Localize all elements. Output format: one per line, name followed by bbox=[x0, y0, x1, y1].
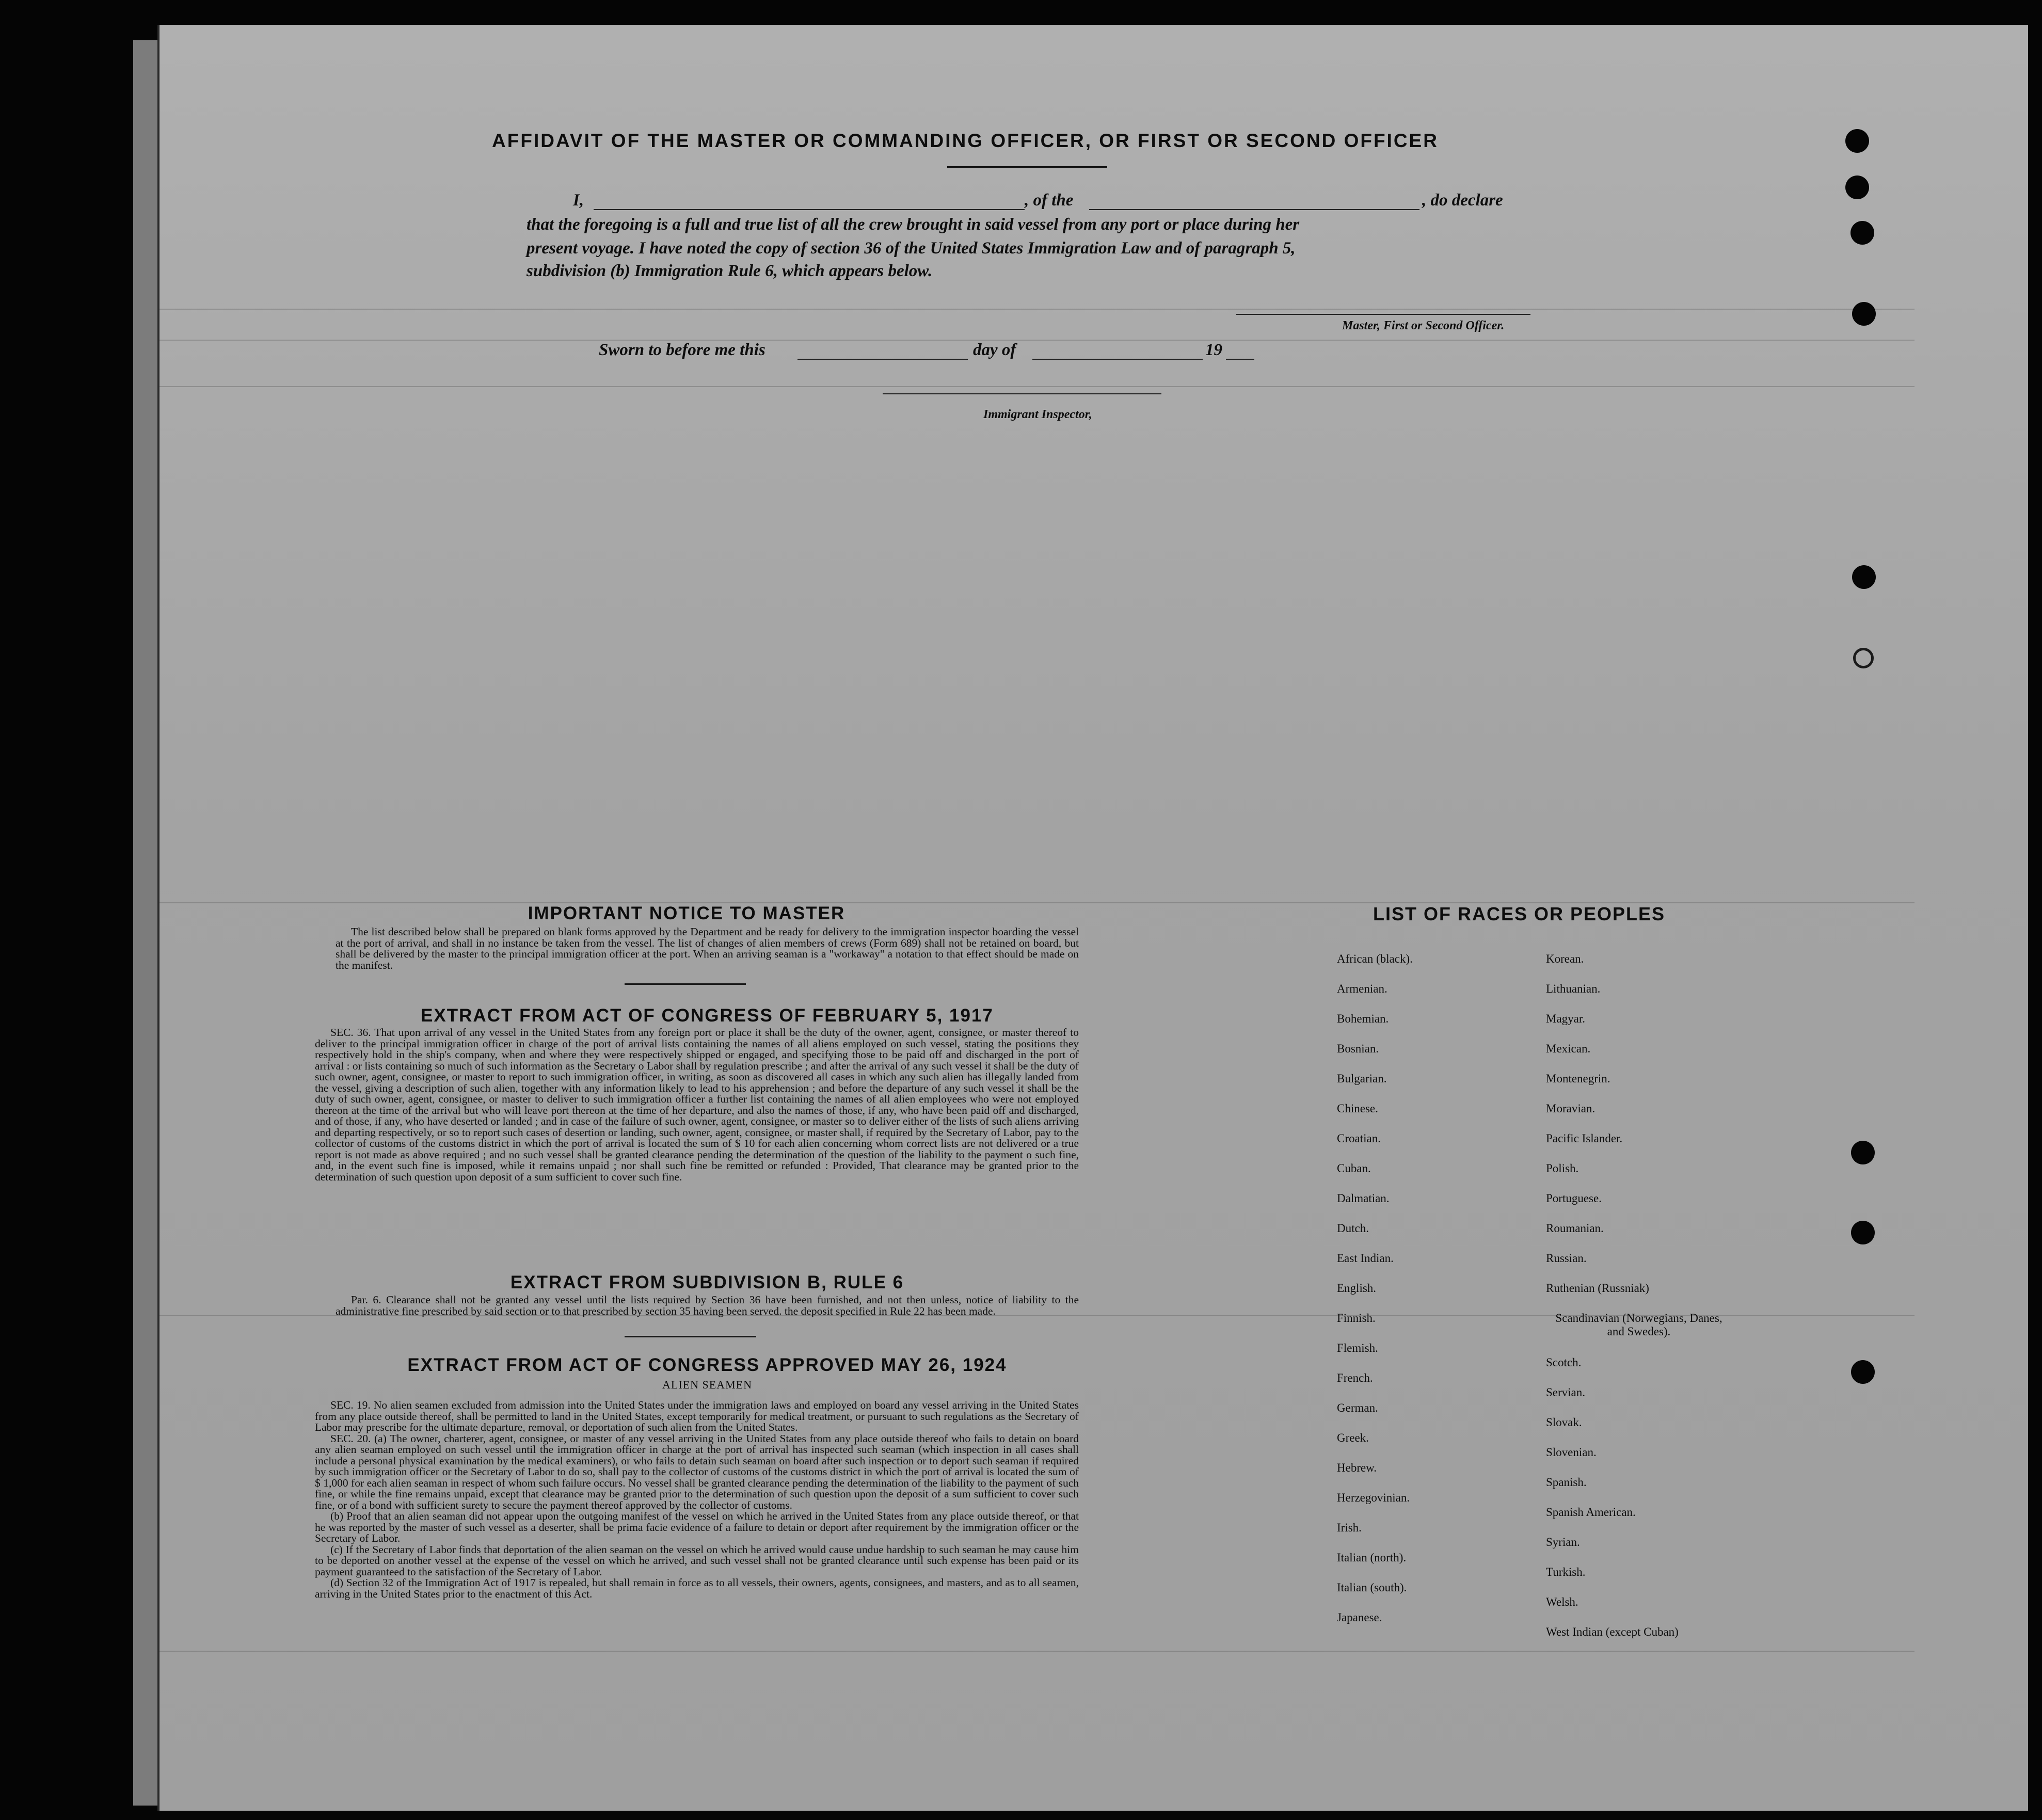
affidavit-of-the: , of the bbox=[1025, 191, 1074, 210]
extract-1924-title: EXTRACT FROM ACT OF CONGRESS APPROVED MAY 26, 1924 bbox=[407, 1355, 1007, 1375]
race-item: Ruthenian (Russniak) bbox=[1546, 1282, 1649, 1295]
vessel-blank[interactable] bbox=[1089, 209, 1419, 210]
race-item: Pacific Islander. bbox=[1546, 1132, 1623, 1145]
section-20a-text: SEC. 20. (a) The owner, charterer, agent, consignee, or master of any vessel arriving in the United States from any place outside thereof who fails to detain on board any alien seaman employed on such vessel until the immigration officer in charge at the port of arrival has inspected such seaman (which inspection in all cases shall include a personal physical examination by the medical examiners), or who fails to detain such seaman on board after such inspection or to deport such seaman if required by such immigration officer or the Secretary of Labor to do so, shall pay to the collector of customs of the customs district in which the port of arrival is located the sum of $ 1,000 for each alien seaman in respect of whom such failure occurs. No vessel shall be granted clearance pending the determination of the liability to the payment of such fine, or while the fine remains unpaid, except that clearance may be granted prior to the determination of such question upon the deposit of a sum sufficient to cover such fine, or of a bond with sufficient surety to secure the payment thereof approved by the collector of customs. bbox=[315, 1432, 1079, 1511]
section-20b-text: (b) Proof that an alien seaman did not appear upon the outgoing manifest of the vessel on which he arrived in the United States from any place outside thereof, or that he was reported by the master of such vessel as a deserter, shall be prima facie evidence of a failure to detain or deport after requirement by the immigration officer or the Secretary of Labor. bbox=[315, 1510, 1079, 1544]
punch-hole bbox=[1851, 1360, 1875, 1384]
bleed-through-rule bbox=[159, 340, 1915, 341]
inspector-signature-blank[interactable] bbox=[883, 393, 1161, 394]
race-item: Irish. bbox=[1337, 1521, 1362, 1534]
race-item: Korean. bbox=[1546, 952, 1584, 965]
race-item: Russian. bbox=[1546, 1252, 1587, 1265]
master-signature-blank[interactable] bbox=[1236, 314, 1530, 315]
race-item: Cuban. bbox=[1337, 1162, 1371, 1175]
notice-title: IMPORTANT NOTICE TO MASTER bbox=[528, 903, 845, 923]
race-item: Flemish. bbox=[1337, 1342, 1378, 1354]
sworn-day-blank[interactable] bbox=[797, 359, 968, 360]
extract-1917-body bbox=[315, 1027, 1079, 1183]
bleed-through-rule bbox=[159, 1651, 1915, 1652]
punch-hole bbox=[1851, 1141, 1875, 1164]
race-item: Croatian. bbox=[1337, 1132, 1381, 1145]
race-item: Montenegrin. bbox=[1546, 1072, 1610, 1085]
rule-6-title: EXTRACT FROM SUBDIVISION B, RULE 6 bbox=[510, 1272, 904, 1292]
year-prefix: 19 bbox=[1205, 341, 1222, 359]
race-item: Servian. bbox=[1546, 1386, 1586, 1399]
sworn-text: Sworn to before me this bbox=[599, 341, 765, 359]
race-item: Herzegovinian. bbox=[1337, 1491, 1410, 1504]
title-underline bbox=[947, 166, 1107, 168]
affidavit-title: AFFIDAVIT OF THE MASTER OR COMMANDING OFFICER, OR FIRST OR SECOND OFFICER bbox=[492, 130, 1439, 151]
race-item: Armenian. bbox=[1337, 982, 1387, 995]
race-item: Greek. bbox=[1337, 1431, 1369, 1444]
race-item: East Indian. bbox=[1337, 1252, 1394, 1265]
punch-hole bbox=[1850, 221, 1874, 245]
race-item: Portuguese. bbox=[1546, 1192, 1602, 1205]
affidavit-i: I, bbox=[573, 191, 584, 210]
punch-hole-unpunched bbox=[1853, 648, 1874, 668]
race-item: Dalmatian. bbox=[1337, 1192, 1390, 1205]
race-item: Welsh. bbox=[1546, 1595, 1578, 1608]
race-item: Roumanian. bbox=[1546, 1222, 1604, 1235]
race-item: Scandinavian (Norwegians, Danes, and Swedes). bbox=[1555, 1312, 1722, 1338]
race-item: French. bbox=[1337, 1371, 1373, 1384]
section-divider bbox=[625, 983, 746, 985]
sworn-month-blank[interactable] bbox=[1032, 359, 1203, 360]
punch-hole bbox=[1845, 129, 1869, 153]
race-item: Bohemian. bbox=[1337, 1012, 1389, 1025]
affidavit-do-declare: , do declare bbox=[1422, 191, 1503, 210]
race-item: Mexican. bbox=[1546, 1042, 1591, 1055]
punch-hole bbox=[1851, 1221, 1875, 1244]
race-item: Japanese. bbox=[1337, 1611, 1382, 1624]
notice-body bbox=[336, 927, 1079, 971]
name-blank[interactable] bbox=[594, 209, 1025, 210]
race-item: Bosnian. bbox=[1337, 1042, 1379, 1055]
inspector-label: Immigrant Inspector, bbox=[983, 408, 1092, 421]
race-item: Turkish. bbox=[1546, 1566, 1586, 1578]
race-item: Spanish. bbox=[1546, 1476, 1587, 1489]
section-20d-text: (d) Section 32 of the Immigration Act of 1917 is repealed, but shall remain in force as to all vessels, their owners, agents, consignees, and masters, and as to all seamen, arriving in the United States prior to the enactment of this Act. bbox=[315, 1576, 1079, 1600]
extract-1917-title: EXTRACT FROM ACT OF CONGRESS OF FEBRUARY 5, 1917 bbox=[421, 1005, 994, 1026]
affidavit-line-3: present voyage. I have noted the copy of section 36 of the United States Immigration Law and of paragraph 5, bbox=[527, 239, 1296, 258]
sworn-year-blank[interactable] bbox=[1226, 359, 1254, 360]
race-item: Bulgarian. bbox=[1337, 1072, 1387, 1085]
master-label: Master, First or Second Officer. bbox=[1342, 319, 1505, 332]
punch-hole bbox=[1845, 175, 1869, 199]
bleed-through-rule bbox=[159, 386, 1915, 387]
race-item: Spanish American. bbox=[1546, 1506, 1636, 1519]
punch-hole bbox=[1852, 302, 1876, 326]
race-item: Slovak. bbox=[1546, 1416, 1582, 1429]
alien-seamen-subtitle: ALIEN SEAMEN bbox=[662, 1378, 752, 1391]
races-title: LIST OF RACES OR PEOPLES bbox=[1373, 903, 1666, 924]
affidavit-line-2: that the foregoing is a full and true list of all the crew brought in said vessel from any port or place during her bbox=[527, 215, 1300, 234]
section-divider bbox=[625, 1336, 756, 1337]
race-item: English. bbox=[1337, 1282, 1377, 1295]
race-item: Scotch. bbox=[1546, 1356, 1582, 1369]
punch-hole bbox=[1852, 565, 1876, 589]
race-item: Lithuanian. bbox=[1546, 982, 1601, 995]
race-item: Finnish. bbox=[1337, 1312, 1376, 1324]
race-item: Moravian. bbox=[1546, 1102, 1596, 1115]
race-item: Chinese. bbox=[1337, 1102, 1378, 1115]
race-item: Polish. bbox=[1546, 1162, 1579, 1175]
race-item: West Indian (except Cuban) bbox=[1546, 1625, 1679, 1638]
race-item: German. bbox=[1337, 1401, 1378, 1414]
section-19-text: SEC. 19. No alien seamen excluded from admission into the United States under the immigration laws and employed on board any vessel arriving in the United States from any place outside thereof, shall be permitted to land in the United States, except temporarily for medical treatment, or pursuant to such regulations as the Secretary of Labor may prescribe for the ultimate departure, removal, or deportation of such alien from the United States. bbox=[315, 1399, 1079, 1433]
affidavit-line-4: subdivision (b) Immigration Rule 6, which appears below. bbox=[527, 262, 933, 280]
page-edge bbox=[133, 40, 159, 1806]
race-item: Italian (north). bbox=[1337, 1551, 1407, 1564]
bleed-through-rule bbox=[159, 309, 1915, 310]
rule-6-body bbox=[336, 1295, 1079, 1317]
race-item: Syrian. bbox=[1546, 1536, 1580, 1548]
extract-1924-body bbox=[315, 1400, 1079, 1600]
rule-6-paragraph: Par. 6. Clearance shall not be granted any vessel until the lists required by Section 36 have been furnished, and not then unless, notice of liability to the administrative fine prescribed by said section or to that prescribed by section 35 having been served. the deposit specified in Rule 22 has been made. bbox=[336, 1294, 1079, 1317]
race-item: Slovenian. bbox=[1546, 1446, 1597, 1459]
race-item: Italian (south). bbox=[1337, 1581, 1407, 1594]
section-20c-text: (c) If the Secretary of Labor finds that deportation of the alien seaman on the vessel on which he arrived would cause undue hardship to such seaman he may cause him to be deported on another vessel at the expense of the vessel on which he arrived, and such vessel shall not be granted clearance until such expense has been paid or its payment guaranteed to the satisfaction of the Secretary of Labor. bbox=[315, 1543, 1079, 1578]
race-item: Hebrew. bbox=[1337, 1461, 1377, 1474]
race-item: Dutch. bbox=[1337, 1222, 1369, 1235]
notice-paragraph: The list described below shall be prepared on blank forms approved by the Department and be ready for delivery to the immigration inspector boarding the vessel at the port of arrival, and shall in no instance be taken from the vessel. The list of changes of alien members of crews (Form 689) shall not be retained on board, but shall be delivered by the master to the principal immigration officer at the port. When an arriving seaman is a "workaway" a notation to that effect should be made on the manifest. bbox=[336, 925, 1079, 971]
race-item: African (black). bbox=[1337, 952, 1413, 965]
race-item: Magyar. bbox=[1546, 1012, 1586, 1025]
day-of-text: day of bbox=[973, 341, 1016, 359]
section-36-text: SEC. 36. That upon arrival of any vessel in the United States from any foreign port or place it shall be the duty of the owner, agent, consignee, or master thereof to deliver to the principal immigration officer in charge of the port of arrival lists containing the names of all aliens employed on such vessel, stating the positions they respectively hold in the ship's company, when and where they were respectively shipped or engaged, and specifying those to be paid off and discharged in the port of arrival : or lists containing so much of such information as the Secretary o Labor shall by regulation prescribe ; and after the arrival of any such vessel it shall be the duty of such owner, agent, consignee, or master to report to such immigration officer, in writing, as soon as discovered all cases in which any such alien has illegally landed from the vessel, giving a description of such alien, together with any information likely to lead to his apprehension ; and before the departure of any such vessel it shall be the duty of such owner, agent, consignee, or master to deliver to such immigration officer a further list containing the names of all alien employees who were not employed thereon at the time of the arrival but who will leave port thereon at the time of her departure, and also the names of those, if any, who have been paid off and discharged, and of those, if any, who have deserted or landed ; and in case of the failure of such owner, agent, consignee, or master so to deliver either of the lists of such aliens arriving and departing respectively, or so to report such cases of desertion or landing, such owner, agent, consignee, or master shall, if required by the Secretary of Labor, pay to the collector of customs of the customs district in which the port of arrival is located the sum of $ 10 for each alien concerning whom correct lists are not delivered or a true report is not made as above required ; and no such vessel shall be granted clearance pending the determination of the question of the liability to the payment o such fine, and, in the event such fine is imposed, while it remains unpaid ; nor shall such fine be remitted or refunded : Provided, That clearance may be granted prior to the determination of such question upon deposit of a sum sufficient to cover such fine. bbox=[315, 1026, 1079, 1183]
